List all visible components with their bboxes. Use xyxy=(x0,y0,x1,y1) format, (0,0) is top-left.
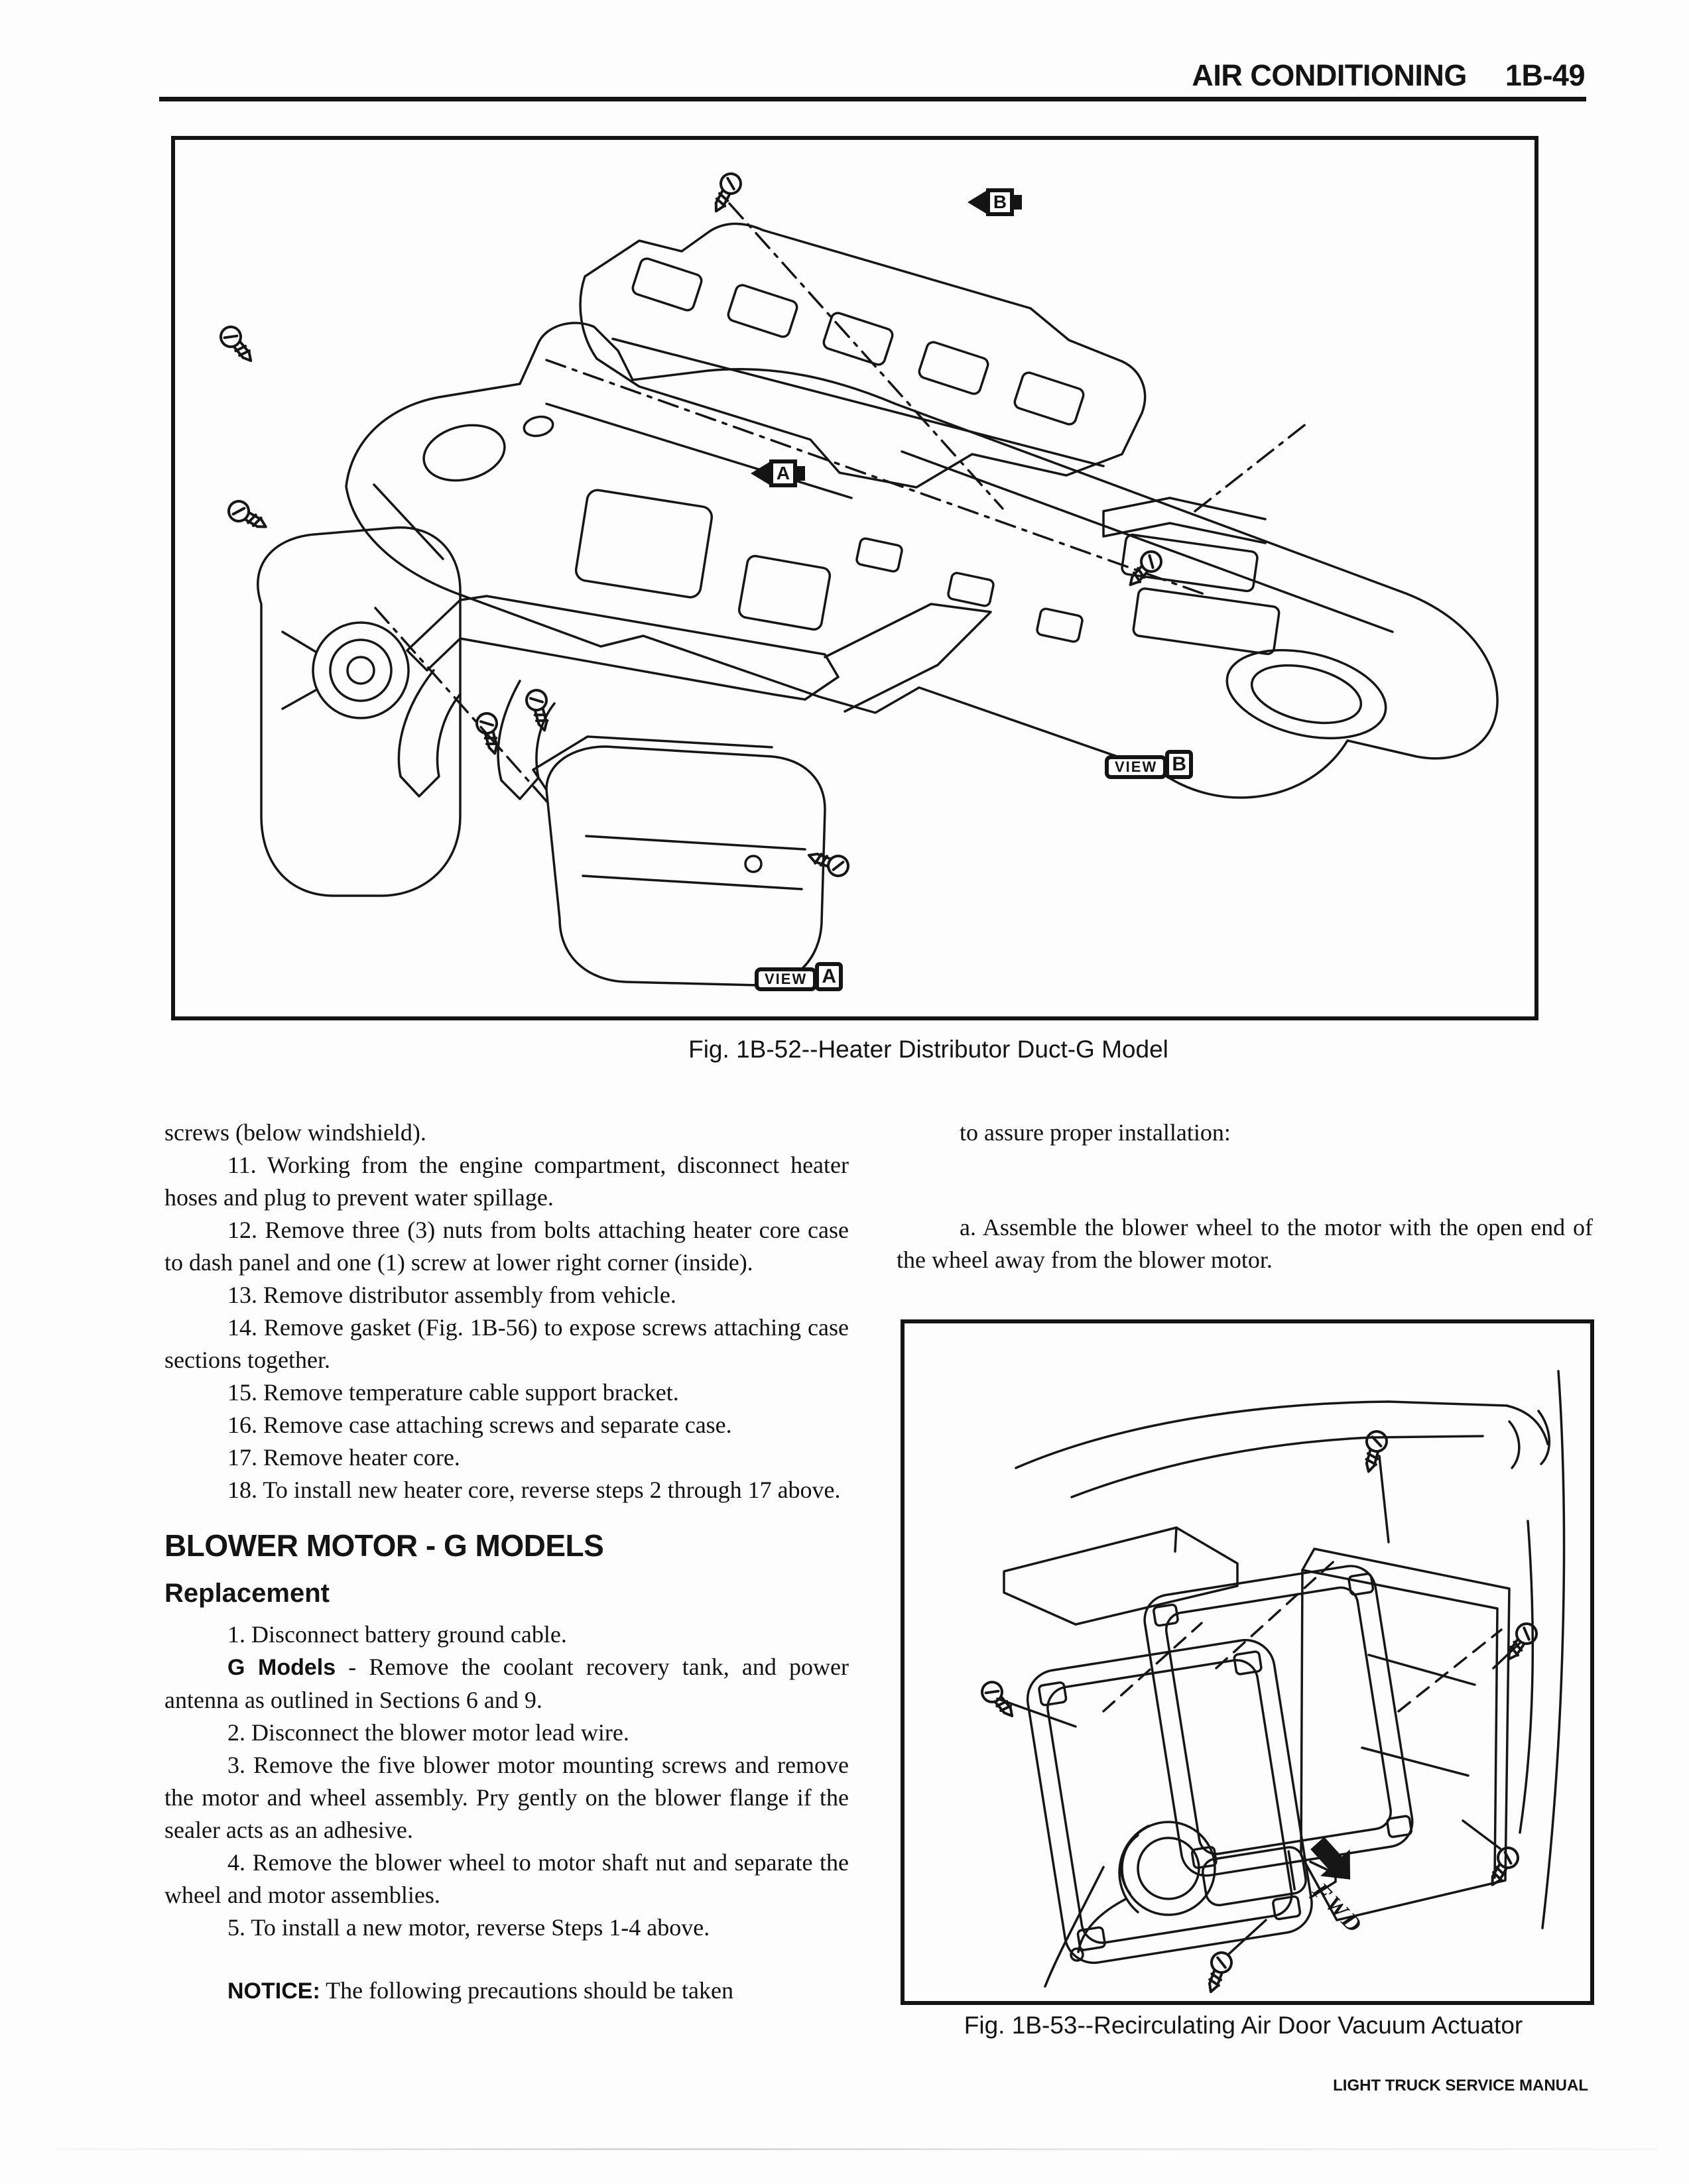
body-paragraph: 4. Remove the blower wheel to motor shaft nut and separate the wheel and motor assemblies. xyxy=(164,1849,849,1908)
callout-b-letter: B xyxy=(986,188,1014,216)
page-header xyxy=(0,58,1585,93)
body-paragraph: 1. Disconnect battery ground cable. xyxy=(227,1620,567,1648)
left-column xyxy=(164,1117,849,2008)
replacement-steps xyxy=(164,1618,849,1944)
callout-tab xyxy=(1014,195,1022,210)
figure-1b-52 xyxy=(171,136,1538,1020)
body-paragraph: 13. Remove distributor assembly from vehicle. xyxy=(227,1282,676,1308)
manual-footer: LIGHT TRUCK SERVICE MANUAL xyxy=(1333,2077,1588,2094)
body-paragraph: 14. Remove gasket (Fig. 1B-56) to expose screws attaching case sections together. xyxy=(164,1314,849,1373)
callout-a xyxy=(751,459,805,487)
callout-a-letter: A xyxy=(769,459,797,487)
body-paragraph: NOTICE: The following precautions should be taken xyxy=(227,1976,733,2004)
notice-paragraph xyxy=(164,1974,849,2008)
right-column xyxy=(897,1117,1593,1276)
subsection-heading: Replacement xyxy=(164,1578,330,1608)
fwd-label: FWD xyxy=(1307,1878,1369,1940)
figure-2-drawing xyxy=(905,1323,1590,2001)
body-paragraph: 3. Remove the five blower motor mounting screws and remove the motor and wheel assembly. Pry gently on the blower flange if the sealer acts as an adhesive. xyxy=(164,1751,849,1843)
section-title: AIR CONDITIONING xyxy=(1192,58,1467,92)
body-paragraph: 17. Remove heater core. xyxy=(227,1444,460,1471)
installation-notes xyxy=(897,1117,1593,1276)
body-paragraph: 11. Working from the engine compartment, disconnect heater hoses and plug to prevent water spillage. xyxy=(164,1152,849,1211)
scan-artifact xyxy=(53,2148,1658,2150)
body-paragraph: screws (below windshield). xyxy=(164,1119,426,1146)
figure-2-caption: Fig. 1B-53--Recirculating Air Door Vacuum Actuator xyxy=(964,2012,1523,2039)
heater-core-steps xyxy=(164,1117,849,1506)
body-paragraph: 18. To install new heater core, reverse steps 2 through 17 above. xyxy=(227,1477,841,1503)
body-paragraph: a. Assemble the blower wheel to the motor with the open end of the wheel away from the blower motor. xyxy=(897,1214,1593,1273)
paragraph-lead: G Models xyxy=(227,1654,336,1680)
figure-1-drawing xyxy=(175,140,1534,1016)
view-b-label xyxy=(1105,750,1193,779)
paragraph-lead: NOTICE: xyxy=(227,1978,320,2004)
view-a-letter: A xyxy=(815,962,843,991)
body-paragraph: to assure proper installation: xyxy=(960,1119,1231,1146)
view-a-label xyxy=(755,962,843,991)
view-b-text: VIEW xyxy=(1105,755,1167,779)
body-paragraph: 15. Remove temperature cable support bracket. xyxy=(227,1379,679,1406)
header-rule xyxy=(159,97,1586,101)
body-paragraph: 5. To install a new motor, reverse Steps 1-4 above. xyxy=(227,1913,710,1941)
left-arrow-icon xyxy=(968,191,986,213)
figure-1-caption: Fig. 1B-52--Heater Distributor Duct-G Model xyxy=(688,1036,1168,1063)
body-paragraph: 16. Remove case attaching screws and separate case. xyxy=(227,1412,732,1438)
body-paragraph: 2. Disconnect the blower motor lead wire. xyxy=(227,1719,629,1746)
left-arrow-icon xyxy=(751,462,769,485)
body-paragraph: 12. Remove three (3) nuts from bolts attaching heater core case to dash panel and one (1) screw at lower right corner (inside). xyxy=(164,1217,849,1276)
callout-b xyxy=(968,188,1022,216)
page-number: 1B-49 xyxy=(1505,58,1585,92)
callout-tab xyxy=(797,466,805,481)
view-b-letter: B xyxy=(1165,750,1193,779)
body-paragraph: G Models - Remove the coolant recovery tank, and power antenna as outlined in Sections 6 and 9. xyxy=(164,1653,849,1713)
section-heading: BLOWER MOTOR - G MODELS xyxy=(164,1528,604,1563)
view-a-text: VIEW xyxy=(755,967,817,991)
figure-1b-53 xyxy=(901,1319,1594,2005)
